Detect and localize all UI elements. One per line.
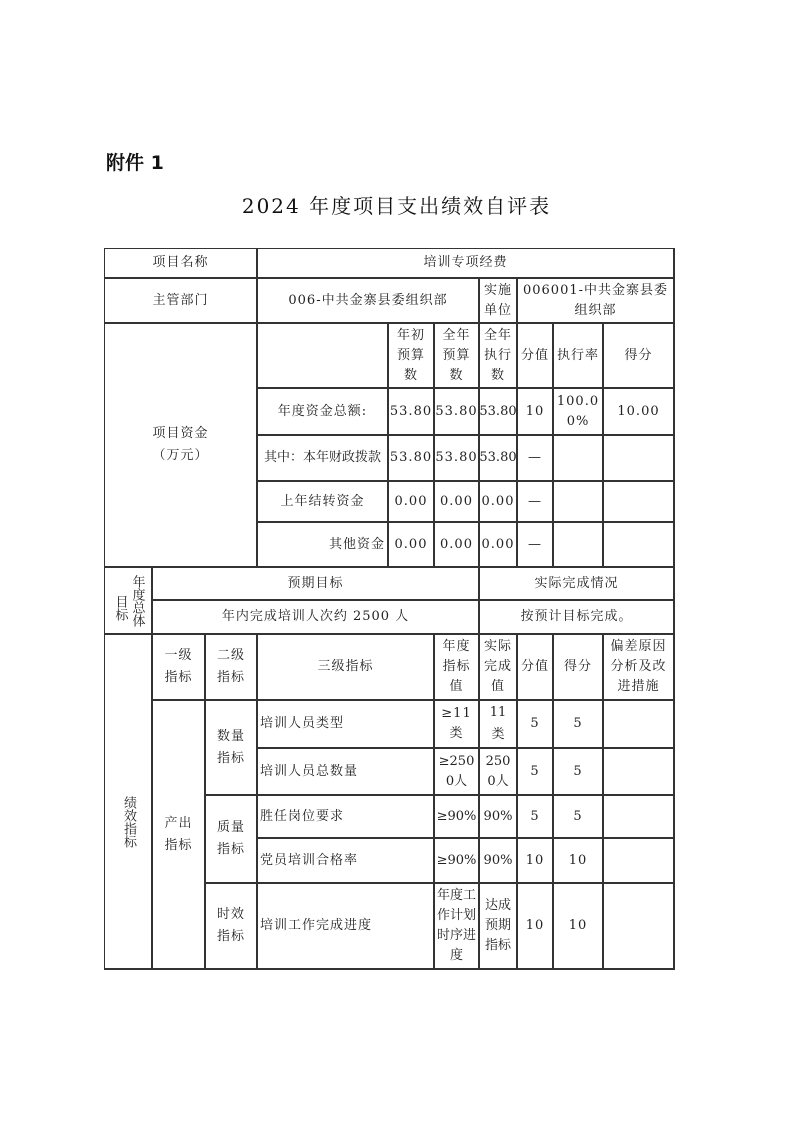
indicator-actual: 2500人 [479,748,517,795]
dept-value: 006-中共金寨县委组织部 [257,278,479,323]
level2-timeliness: 时效指标 [205,883,257,969]
indicators-section-label [104,634,152,969]
level2-quality: 质量指标 [205,795,257,883]
page-title: 2024 年度项目支出绩效自评表 [241,194,552,218]
funds-row-executed: 0.00 [479,481,517,522]
funds-row-initial: 0.00 [388,481,434,522]
funds-row-annual: 53.80 [434,388,479,435]
indicator-score: 5 [553,748,603,795]
indicator-actual: 达成预期指标 [479,883,517,969]
indicator-score-value: 5 [517,748,553,795]
funds-row-executed: 0.00 [479,522,517,567]
goals-expected-header: 预期目标 [152,567,479,600]
funds-row-score [603,481,674,522]
indicator-deviation [603,795,674,838]
funds-row-score [603,435,674,481]
funds-row-annual: 53.80 [434,435,479,481]
funds-row-executed: 53.80 [479,388,517,435]
indicator-actual: 90% [479,838,517,883]
indicator-target: 年度工作计划时序进度 [434,883,479,969]
indicator-actual: 90% [479,795,517,838]
attachment-label: 附件 1 [106,152,164,174]
funds-row-executed: 53.80 [479,435,517,481]
funds-row-score-value: — [517,435,553,481]
dept-label: 主管部门 [104,278,257,323]
funds-section-label: 项目资金（万元） [104,323,257,567]
header-target: 年度指标值 [434,634,479,700]
header-actual: 实际完成值 [479,634,517,700]
funds-header-blank [257,323,388,388]
indicator-score: 5 [553,795,603,838]
indicator-target: ≥2500人 [434,748,479,795]
indicator-score-value: 5 [517,795,553,838]
funds-row-label: 年度资金总额: [257,388,388,435]
level1-output: 产出指标 [152,700,205,969]
indicator-score: 10 [553,838,603,883]
funds-header-executed: 全年执行数 [479,323,517,388]
funds-row-rate: 100.00% [553,388,603,435]
funds-row-score [603,522,674,567]
indicators-section-text: 绩效指标 [121,795,136,848]
funds-header-annual: 全年预算数 [434,323,479,388]
indicator-actual: 11 类 [479,700,517,748]
funds-row-annual: 0.00 [434,522,479,567]
level2-quantity: 数量指标 [205,700,257,795]
goals-label-left: 目标 [112,594,128,621]
goals-section-label [104,567,152,634]
indicator-score: 5 [553,700,603,748]
funds-header-score-value: 分值 [517,323,553,388]
indicator-name: 培训人员类型 [257,700,434,748]
indicator-deviation [603,700,674,748]
project-name-label: 项目名称 [104,248,257,278]
funds-header-score: 得分 [603,323,674,388]
header-score-value: 分值 [517,634,553,700]
impl-label: 实施单位 [479,278,517,323]
indicator-name: 胜任岗位要求 [257,795,434,838]
funds-row-initial: 53.80 [388,388,434,435]
funds-row-rate [553,522,603,567]
header-level2: 二级指标 [205,634,257,700]
funds-row-rate [553,481,603,522]
funds-row-label: 其中：本年财政拨款 [257,435,388,481]
indicator-score-value: 5 [517,700,553,748]
funds-row-initial: 53.80 [388,435,434,481]
goals-expected-value: 年内完成培训人次约 2500 人 [152,600,479,634]
funds-header-rate: 执行率 [553,323,603,388]
funds-row-annual: 0.00 [434,481,479,522]
indicator-score-value: 10 [517,838,553,883]
indicator-deviation [603,883,674,969]
indicator-name: 党员培训合格率 [257,838,434,883]
project-name-value: 培训专项经费 [257,248,674,278]
indicator-target: ≥11类 [434,700,479,748]
funds-row-score-value: 10 [517,388,553,435]
indicator-deviation [603,838,674,883]
funds-row-label: 其他资金 [257,522,388,567]
goals-label-right: 年度总体 [129,574,145,627]
impl-value: 006001-中共金寨县委组织部 [517,278,674,323]
funds-row-initial: 0.00 [388,522,434,567]
funds-row-score-value: — [517,481,553,522]
goals-actual-header: 实际完成情况 [479,567,674,600]
goals-actual-value: 按预计目标完成。 [479,600,674,634]
funds-row-rate [553,435,603,481]
funds-row-label: 上年结转资金 [257,481,388,522]
indicator-name: 培训人员总数量 [257,748,434,795]
indicator-name: 培训工作完成进度 [257,883,434,969]
funds-header-initial: 年初预算数 [388,323,434,388]
header-score: 得分 [553,634,603,700]
header-deviation: 偏差原因分析及改进措施 [603,634,674,700]
header-level1: 一级指标 [152,634,205,700]
indicator-deviation [603,748,674,795]
indicator-score-value: 10 [517,883,553,969]
indicator-target: ≥90% [434,795,479,838]
funds-row-score: 10.00 [603,388,674,435]
indicator-target: ≥90% [434,838,479,883]
indicator-score: 10 [553,883,603,969]
funds-row-score-value: — [517,522,553,567]
header-level3: 三级指标 [257,634,434,700]
